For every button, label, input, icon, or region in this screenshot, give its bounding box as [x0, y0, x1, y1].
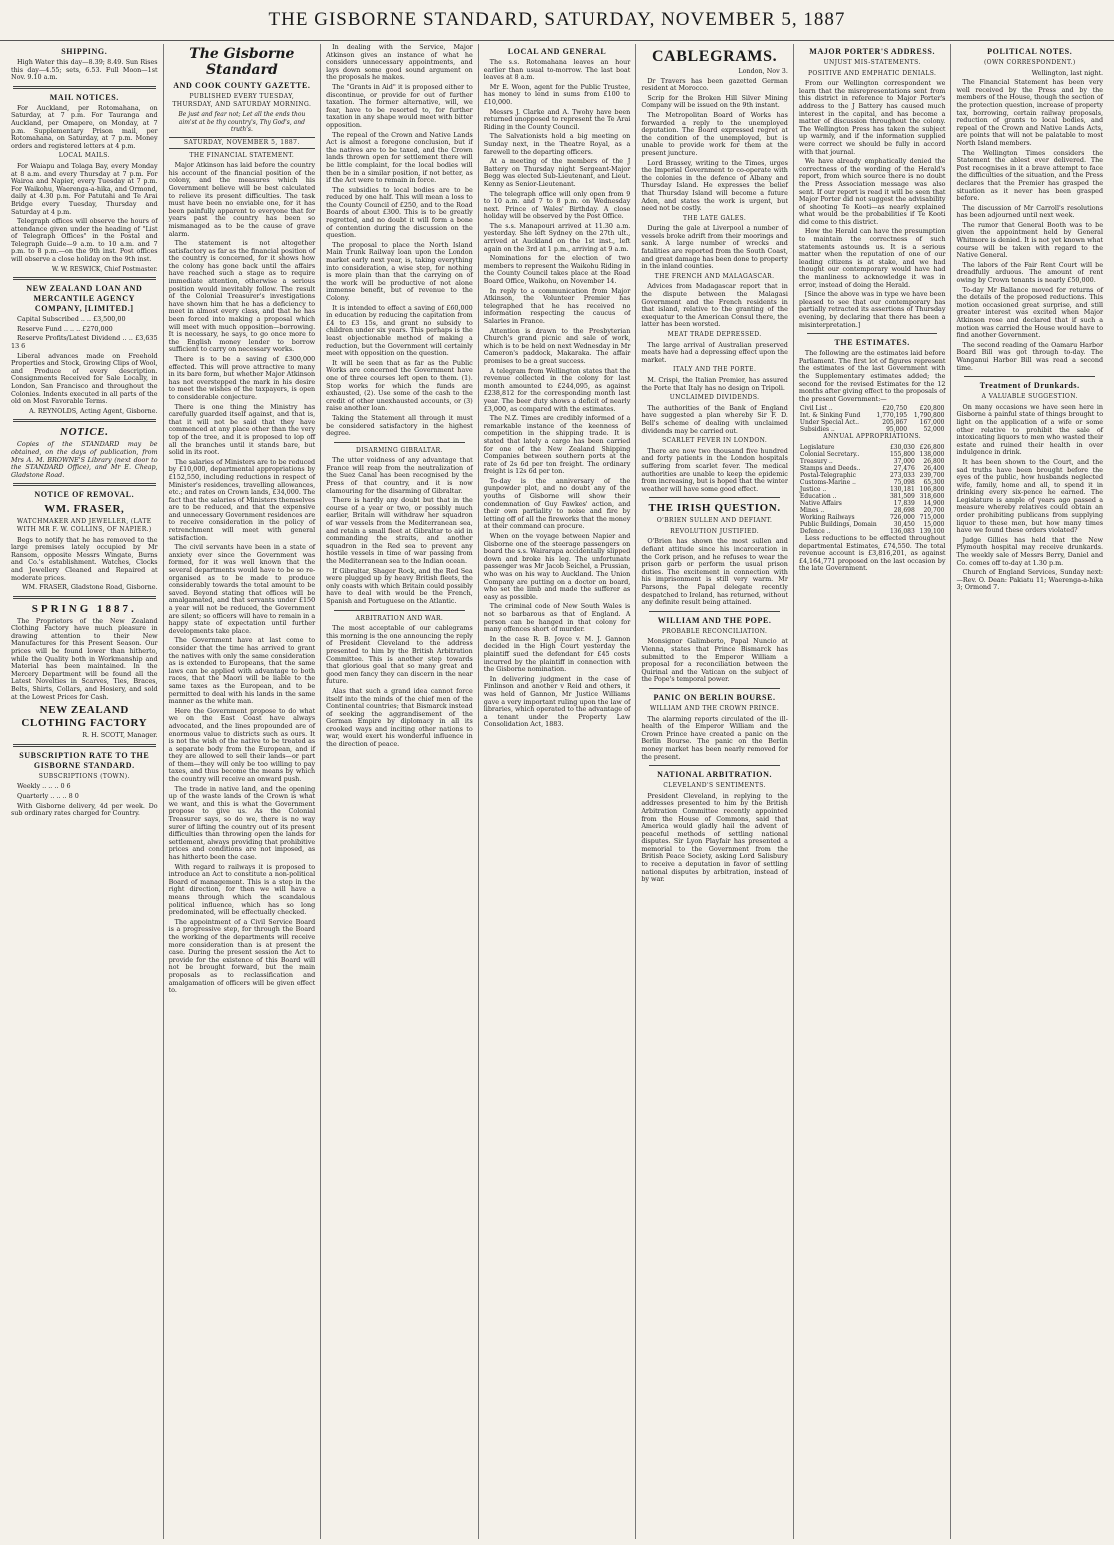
section-subheading: PROBABLE RECONCILIATION.: [661, 627, 768, 635]
column-2: [164, 44, 322, 1539]
article-paragraph: There is to be a saving of £300,000 effected. This will prove attractive to many in its bare form, but whether Major Atkinson has not overstepped the mark in his desire to meet the wishes of the taxpayers, is open to considerable conjecture.: [168, 355, 316, 401]
news-item: The s.s. Manapouri arrived at 11.30 a.m. yesterday. She left Sydney on the 27th ult., arrived at Auckland on the 1st inst., left again on the 3rd at 1 p.m., arriving at 9 a.m.: [483, 221, 631, 253]
article-paragraph: The repeal of the Crown and Native Lands Act is almost a foregone conclusion, but if the natives are to be taxed, and the Crown lands thrown open for settlement there will be little complaint, for the local bodies will then be in a similar position, if not better, as if the Act were to remain in force.: [326, 130, 473, 185]
news-item: In reply to a communication from Major Atkinson, the Volunteer Premier has telegraphed that he has received no information respecting the caucus of Salaries in France.: [483, 286, 631, 325]
divider: [13, 277, 156, 280]
table-cell: Treasury ..: [799, 457, 833, 465]
article-paragraph: The Financial Statement has been very well received by the Press and by the members of the House, though the section of the protection question, increase of property tax, borrowing, certain railway proposals, reduction of grants to local bodies, and repeal of the Crown and Native Lands Acts, are points that will not be palatable to most North Island members.: [956, 78, 1104, 147]
table-cell: Postal-Telegraphic: [799, 471, 856, 479]
section-heading: MEAT TRADE DEPRESSED.: [667, 331, 762, 338]
local-mails-text: For Waiapu and Tolaga Bay, every Monday at 8 a.m. and every Thursday at 7 p.m. For Wairoa and Napier, every Tuesday at 7 p.m. For Waikohu, Waerenga-a-hika, and Ormond, daily at 4.30 p.m. For Patutahi and Te Arai Bridge every Tuesday, Thursday and Saturday at 4 p.m.: [11, 161, 158, 216]
table-cell: Legislature: [799, 443, 835, 451]
cablegram-item: Scrip for the Broken Hill Silver Mining Company will be issued on the 9th instant.: [641, 93, 788, 110]
news-item: Attention is drawn to the Presbyterian Church's grand picnic and sale of work, which is to be held on next Wednesday in Mr Cameron's paddock, Makaraka. The affair promises to be a great success.: [483, 326, 631, 365]
newspaper-columns: [6, 44, 1108, 1539]
table-cell: 28,698: [893, 506, 915, 514]
table-cell: Native Affairs: [799, 499, 842, 507]
table-cell: 30,450: [893, 520, 915, 528]
table-cell: 139,100: [919, 527, 945, 535]
news-item: The telegraph office will only open from 9 to 10 a.m. and 7 to 8 p.m. on Wednesday next. Prince of Wales' Birthday. A close holiday will be observed by the Post Office.: [483, 189, 631, 221]
masthead: THE GISBORNE STANDARD, SATURDAY, NOVEMBER 5, 1887: [0, 0, 1114, 41]
cablegram-item: The alarming reports circulated of the ill-health of the Emperor William and the Crown Prince have created a panic on the Berlin Bourse. The panic on the Berlin money market has been nearly removed for the present.: [641, 714, 788, 761]
divider: [334, 442, 465, 443]
article-paragraph: The Wellington Times considers the Statement the ablest ever delivered. The Post recognises in it a brave attempt to face the difficulties of the situation, and the Press declares that the Premier has grasped the situation as it never has been grasped before.: [956, 148, 1104, 203]
telegraph-text: Telegraph offices will observe the hours of attendance given under the heading of "List of Telegraph Offices" in the Postal and Telegraph Guide—9 a.m. to 10 a.m. and 7 p.m. to 8 p.m.—on the 9th inst. Post offices will observe a close holiday on the 9th inst.: [11, 217, 158, 264]
mail-notices-text: For Auckland, per Rotomahana, on Saturday, at 7 p.m. For Tauranga and Auckland, per Omapere, on Monday, at 7 p.m. Supplementary Prison mail, per Rotomahana, on Saturday, at 7 p.m. Money orders and registered letters at 4 p.m.: [11, 103, 158, 150]
subscription-town: SUBSCRIPTIONS (TOWN).: [38, 772, 130, 780]
section-subheading: REVOLUTION JUSTIFIED.: [670, 527, 760, 535]
paper-title: The Gisborne Standard: [189, 46, 295, 78]
news-item: Mr E. Woon, agent for the Public Trustee, has money to lend in sums from £100 to £10,000.: [483, 82, 631, 106]
cablegram-item: Dr Travers has been gazetted German resident at Morocco.: [641, 76, 788, 93]
table-row: [799, 507, 946, 514]
news-item: Nominations for the election of two members to represent the Waikohu Riding in the County Council takes place at the Road Board Office, Waikohu, on November 14.: [483, 254, 631, 286]
article-paragraph: Major Atkinson has laid before the country his account of the financial position of the colony, and the measures which his Government believe will be best calculated to relieve its present difficulties. The task must have been no enviable one, for it has been painfully apparent to everyone that for years past the country has been so mismanaged as to be the cause of grave alarm.: [168, 161, 316, 238]
news-item: A telegram from Wellington states that the revenue collected in the colony for last month amounted to £244,095, as against £238,812 for the corresponding month last year. The beer duty shows a deficit of nearly £3,000, as compared with the estimates.: [483, 366, 631, 413]
news-item: The Salvationists hold a big meeting on Sunday next, in the Theatre Royal, as a farewell to the departing officers.: [483, 132, 631, 156]
table-row: [799, 472, 946, 479]
estimates-heading: THE ESTIMATES.: [834, 338, 910, 348]
william-pope-heading: WILLIAM AND THE POPE.: [657, 615, 772, 625]
table-row: [799, 444, 946, 451]
divider: [13, 483, 156, 486]
article-paragraph: [Since the above was in type we have been pleased to see that our contemporary has partially retracted its assertions of Thursday evening, by declaring that there has been a misinterpretation.]: [798, 290, 946, 329]
news-item: When on the voyage between Napier and Gisborne one of the steerage passengers on board the s.s. Wairarapa accidentally slipped down and broke his leg. The unfortunate passenger was Mr Jacob Seichel, a Prussian, who was on his way to Auckland. The Union Company are putting on a doctor on board, who set the limb and made the sufferer as easy as possible.: [483, 532, 631, 601]
table-cell: 155,800: [889, 450, 915, 458]
article-paragraph: The most acceptable of our cablegrams this morning is the one announcing the reply of President Cleveland to the address presented to him by the British Arbitration Committee. This is another step towards that glorious goal that so many great and good men fancy they can discern in the near future.: [326, 624, 473, 686]
column-3: [321, 44, 479, 1539]
political-notes-heading: POLITICAL NOTES.: [987, 47, 1073, 56]
table-row: [799, 451, 946, 458]
divider: [649, 611, 780, 612]
article-paragraph: The statement is not altogether satisfactory as far as the financial position of the country is concerned, for it shows how the colony has gone back until the affairs have reached such a stage as to require immediate attention, otherwise a serious position would inevitably follow. The result of the Colonial Treasurer's investigations have shown him that he has a deficiency to meet in almost every class, and that he has been forced into making a proposal which will meet with much opposition—borrowing. It is necessary, he says, to go once more to the English money lender to borrow sufficient to carry on necessary works.: [168, 239, 316, 354]
article-paragraph: To-day Mr Ballance moved for returns of the details of the proposed reductions. This motion occasioned great surprise, and still greater interest was excited when Major Atkinson rose and declared that if such a motion was carried the House would have to find another Government.: [956, 285, 1104, 340]
table-cell: £26,800: [919, 443, 945, 451]
shipping-text: High Water this day—8.39; 8.49. Sun Rises this day—4.55; sets, 6.53. Full Moon—1st Nov. 9.10 a.m.: [11, 58, 158, 82]
table-cell: 318,600: [919, 492, 945, 500]
divider: [13, 86, 156, 89]
article-paragraph: It will be seen that as far as the Public Works are concerned the Government have one of three courses left open to them. (1). Stop works for which the funds are exhausted, (2). Use some of the cash to the credit of other unexhausted accounts, or (3) raise another loan.: [326, 358, 473, 413]
table-row: [799, 521, 946, 528]
cablegram-item: The large arrival of Australian preserved meats have had a depressing effect upon the market.: [641, 340, 788, 364]
table-cell: 95,000: [886, 426, 908, 434]
article-paragraph: How the Herald can have the presumption to maintain the correctness of such statements astounds us. It is a serious matter when the reputation of one of our leading citizens is at stake, and we had thought our contemporary would have had the manliness to acknowledge it was in error, instead of doing the Herald.: [798, 227, 946, 289]
table-cell: Int. & Sinking Fund: [799, 412, 861, 420]
shipping-heading: SHIPPING.: [61, 47, 108, 56]
fraser-subheading: WATCHMAKER AND JEWELLER, (LATE WITH MR F. W. COLLINS, OF NAPIER.): [16, 518, 152, 533]
fraser-heading: WM. FRASER,: [44, 503, 125, 516]
table-cell: 75,098: [893, 478, 915, 486]
cablegram-item: O'Brien has shown the most sullen and defiant attitude since his incarceration in the Cork prison, and he refuses to wear the prison garb or perform the usual prison duties. The excitement in connection with his imprisonment is still very warm. Mr Parsons, the Papal delegate recently despatched to Ireland, has returned, without any definite result being attained.: [641, 537, 788, 607]
table-cell: 26,800: [923, 457, 945, 465]
column-1: [6, 44, 164, 1539]
divider: [13, 419, 156, 422]
cablegram-item: M. Crispi, the Italian Premier, has assured the Porte that Italy has no design on Tripoli.: [641, 375, 788, 392]
loan-text: Liberal advances made on Freehold Properties and Stock, Growing Clips of Wool, and Produce of every description. Consignments Received for Sale Locally, in London, San Francisco and throughout the Colonies. Indents executed in all parts of the old on Most Favorable Terms.: [11, 351, 158, 406]
article-paragraph: Judge Gillies has held that the New Plymouth hospital may receive drunkards. The weekly sale of Messrs Berry, Daniel and Co. comes off to-day at 1.30 p.m.: [956, 535, 1104, 567]
table-row: [799, 405, 946, 412]
cablegrams-heading: CABLEGRAMS.: [651, 48, 778, 65]
article-paragraph: In dealing with the Service, Major Atkinson gives an instance of what he considers unnecessary appointments, and lays down some good sound argument on the proposals he makes.: [326, 44, 473, 82]
article-paragraph: There is hardly any doubt but that in the course of a year or two, or possibly much earlier, Britain will withdraw her squadron of war vessels from the Mediterranean sea, and retain a small fleet at Gibraltar to aid in commanding the straits, and another squadron in the Red sea to prevent any hostile vessels in time of war passing from the Mediterranean sea to the Indian ocean.: [326, 496, 473, 565]
loan-profits: Reserve Profits/Latest Dividend .. .. £3,635 13 6: [11, 334, 158, 351]
spring-text: The Proprietors of the New Zealand Clothing Factory have much pleasure in drawing attention to their New Manufactures for this Present Season. Our prices will be found lower than hitherto, while the Quality both in Workmanship and Material has been maintained. In the Mercery Department will be found all the Latest Novelties in Scarves, Ties, Braces, Belts, Shirts, Collars, and Hosiery, and sold at the Lowest Prices for Cash.: [11, 616, 158, 701]
news-item: At a meeting of the members of the J Battery on Thursday night Sergeant-Major Begg was elected Sub-Lieutenant, and Lieut. Kenny as Senior-Lieutenant.: [483, 157, 631, 188]
national-arbitration-heading: NATIONAL ARBITRATION.: [657, 770, 773, 780]
table-cell: 65,300: [923, 478, 945, 486]
table-cell: 26,400: [923, 464, 945, 472]
divider: [13, 744, 156, 747]
section-heading: SCARLET FEVER IN LONDON.: [661, 437, 768, 445]
table-cell: Justice ..: [799, 485, 827, 493]
table-cell: Customs-Marine ..: [799, 478, 856, 486]
table-cell: 37,000: [893, 457, 915, 465]
estimates-footnote: Less reductions to be effected throughout departmental Estimates, £74,550. The total revenue account is £3,816,201, as against £4,164,771 proposed on the last occasion by the late Government.: [798, 533, 946, 573]
divider: [13, 596, 156, 599]
table-row: [799, 412, 946, 419]
table-cell: Education ..: [799, 492, 837, 500]
news-item: The criminal code of New South Wales is not so barbarous as that of England. A person can be hanged in that colony for many offences short of murder.: [483, 602, 631, 634]
cablegram-item: During the gale at Liverpool a number of vessels broke adrift from their moorings and sank. A large number of wrecks and fatalities are reported from the South Coast, and great damage has been done to property in the inland counties.: [641, 224, 788, 271]
column-5: [636, 44, 794, 1539]
table-cell: 381,509: [889, 492, 915, 500]
article-paragraph: Here the Government propose to do what we on the East Coast have always advocated, and the lines propounded are of enormous value to districts such as ours. It is not the wish of the native to be treated as a separate body from the European, and if they are allowed to sell their lands—or part of them—they will only be too willing to pay taxes, and thus become the means by which the country will receive an onward push.: [168, 706, 316, 784]
table-row: [799, 493, 946, 500]
estimates-table: [799, 405, 946, 433]
news-item: Messrs J. Clarke and A. Twohy have been returned unopposed to represent the Te Arai Riding in the County Council.: [483, 107, 631, 131]
table-cell: Subsidies ..: [799, 426, 835, 434]
drunkards-heading: Treatment of Drunkards.: [979, 381, 1080, 391]
table-row: [799, 465, 946, 472]
loan-signature: A. REYNOLDS, Acting Agent, Gisborne.: [29, 406, 158, 415]
subscription-text: With Gisborne delivery, 4d per week. Do sub ordinary rates charged for Country.: [11, 801, 158, 818]
fraser-text: Begs to notify that he has removed to the large premises lately occupied by Mr Ransom, opposite Messrs Wingate, Burns and Co.'s establishment. Watches, Clocks and Jewellery Cleaned and Repaired at moderate prices.: [11, 535, 158, 582]
table-row: [799, 426, 946, 433]
cablegram-dateline: London, Nov 3.: [738, 67, 788, 75]
paper-subtitle: AND COOK COUNTY GAZETTE.: [173, 81, 311, 90]
irish-question-heading: THE IRISH QUESTION.: [648, 502, 781, 515]
loan-capital: Capital Subscribed .. .. £3,500,00: [17, 315, 126, 324]
annual-appropriations-heading: ANNUAL APPROPRIATIONS.: [823, 433, 922, 441]
article-paragraph: The appointment of a Civil Service Board is a progressive step, for through the Board the working of the departments will receive more consideration than is at present the case. During the present session the Act to provide for the existence of this Board will not be brought forward, but the main proposals as to reclassification and amalgamation of officers will be given effect to.: [168, 917, 316, 995]
table-row: [799, 486, 946, 493]
table-cell: 1,770,195: [876, 412, 908, 420]
table-cell: £20,750: [882, 405, 908, 413]
table-cell: Civil List ..: [799, 405, 833, 413]
article-paragraph: It has been shown to the Court, and the sad truths have been brought before the eyes of the public, how husbands neglected wife, family, home and all, to spend it in drinking every six-pence he earned. The Legislature is ample of years ago passed a measure whereby relatives could obtain an order prohibiting publicans from supplying liquor to these men, but how many times have we found these orders violated?: [956, 457, 1104, 535]
article-paragraph: The rumor that General Booth was to be given the appointment held by General Whitmore is denied. It is not yet known what course will be taken with regard to the Native General.: [956, 220, 1104, 260]
table-cell: Colonial Secretary..: [799, 450, 860, 458]
cablegram-item: The authorities of the Bank of England have suggested a plan whereby Sir F. D. Bell's scheme of dealing with unclaimed dividends may be carried out.: [641, 403, 788, 435]
political-dateline: Wellington, last night.: [1031, 68, 1104, 77]
table-cell: Public Buildings, Domain: [799, 520, 877, 528]
article-paragraph: We have already emphatically denied the correctness of the wording of the Herald's report, from which source there is no doubt the Press Association message was also sent. If our report is read it will be seen that Major Porter did not suggest the advisability of shooting Te Kooti—as nearly explained what would be the probabilities if Te Kooti did come to this district.: [798, 157, 946, 226]
article-paragraph: The civil servants have been in a state of anxiety ever since the Government was formed, for it was well known that the several departments would have to be so re-organised as to be made to produce considerably towards the total amount to be saved. Beyond stating that offices will be amalgamated, and that servants under £150 a year will not be reduced, the Government are silent; so officers will have to remain in a happy state of expectation until further developments take place.: [168, 543, 316, 635]
mail-notices-heading: MAIL NOTICES.: [49, 92, 119, 102]
column-6: [794, 44, 952, 1539]
table-cell: £20,800: [919, 405, 945, 413]
subscription-heading: SUBSCRIPTION RATE TO THE GISBORNE STANDARD.: [19, 750, 150, 770]
article-paragraph: The salaries of Ministers are to be reduced by £10,000, departmental appropriations by £152,550, including reductions in respect of Minister's residences, travelling allowances, etc.; and rates on Crown lands, £34,000. The fact that the salaries of Ministers themselves are to be reduced, and that the expensive and unnecessary Government residences are to receive consideration in the policy of retrenchment will meet with general satisfaction.: [168, 457, 316, 542]
table-cell: 52,000: [923, 426, 945, 434]
section-heading: THE FRENCH AND MALAGASCAR.: [654, 272, 775, 280]
article-paragraph: The labors of the Fair Rent Court will be dreadfully arduous. The amount of rent owing by Crown tenants is nearly £50,000.: [956, 260, 1104, 285]
table-row: [799, 479, 946, 486]
cablegram-item: President Cleveland, in replying to the addresses presented to him by the British Arbitration Committee recently appointed from the House of Commons, said that America would gladly hail the advent of peaceful methods of settling national disputes. Sir Lyon Playfair has presented a memorial to the Government from the British Peace Society, asking Lord Salisbury to receive a deputation in favor of settling national disputes by arbitration, instead of by war.: [641, 791, 788, 884]
notice-text: Copies of the STANDARD may be obtained, on the days of publication, from Mrs A. M. BROWNE'S Library (next door to the STANDARD Office), and Mr E. Cheap, Gladstone Road.: [11, 440, 158, 479]
section-heading: ITALY AND THE PORTE.: [672, 366, 757, 374]
news-item: The N.Z. Times are credibly informed of a remarkable instance of the keenness of competition in the shipping trade. It is stated that lately a cargo has been carried for one of the New Zealand Shipping Companies between southern ports at the rate of 2s 6d per ton freight. The ordinary freight is 12s 6d per ton.: [483, 414, 631, 476]
section-subheading: O'BRIEN SULLEN AND DEFIANT.: [656, 517, 773, 525]
loan-reserve: Reserve Fund .. .. .. £270,000: [17, 324, 113, 333]
article-paragraph: Alas that such a grand idea cannot force itself into the minds of the chief men of the Continental countries; that Bismarck instead of seeking the aggrandisement of the German Empire by diplomacy in all its crooked ways and inciting other nations to war, would exert his wonderful influence in the direction of peace.: [326, 686, 473, 749]
table-cell: 273,033: [889, 471, 915, 479]
article-paragraph: The proposal to place the North Island Main Trunk Railway loan upon the London market early next year, is, taking everything into consideration, a wise step, for nothing is more plain than that the carrying on of the work will be productive of not alone immense benefit, but of revenue to the Colony.: [326, 240, 473, 302]
table-cell: 106,800: [919, 485, 945, 493]
article-paragraph: The trade in native land, and the opening up of the waste lands of the Crown is what we want, and this is what the Government propose to give us. As the Colonial Treasurer says, so do we, there is no way surer of lifting the country out of its present difficulties than throwing open the lands for settlement, always providing that prohibitive prices and conditions are not imposed, as has hitherto been the case.: [168, 784, 316, 861]
clothing-factory-heading: NEW ZEALAND CLOTHING FACTORY: [21, 704, 148, 730]
article-paragraph: It is intended to effect a saving of £60,000 in education by reducing the capitation from £4 to £3 15s, and grant no subsidy to children under six years. This perhaps is the least objectionable method of making a reduction, but the Government will certainly meet with opposition on the question.: [326, 303, 473, 358]
table-cell: £30,030: [889, 443, 915, 451]
article-paragraph: The utter voidness of any advantage that France will reap from the neutralization of the Suez Canal has been recognised by the Press of that country, and it is now clamouring for the disarming of Gibraltar.: [326, 456, 473, 495]
table-row: [799, 419, 946, 426]
section-subheading: (OWN CORRESPONDENT.): [983, 59, 1076, 66]
factory-signature: R. H. SCOTT, Manager.: [82, 731, 158, 740]
section-heading: UNCLAIMED DIVIDENDS.: [669, 394, 760, 402]
divider: [807, 333, 938, 334]
news-item: To-day is the anniversary of the gunpowder plot, and no doubt any of the youths of Gisborne will show their condemnation of Guy Fawkes' action, and their own partiality to noise and fire by letting off of all the fireworks that the money at their command can procure.: [483, 476, 631, 531]
table-cell: Defence ..: [799, 527, 831, 535]
spring-heading: SPRING 1887.: [31, 602, 137, 615]
table-cell: 167,000: [919, 419, 945, 427]
divider: [334, 610, 465, 611]
section-subheading: A VALUABLE SUGGESTION.: [981, 393, 1078, 401]
paper-publication-note: PUBLISHED EVERY TUESDAY, THURSDAY, AND SATURDAY MORNING.: [172, 93, 312, 108]
cablegram-item: Lord Brassey, writing to the Times, urges the Imperial Government to co-operate with the colonies in the defence of Albany and Thursday Island. He expresses the belief that Thursday Island will become a future Aden, and states the work is urgent, but need not be costly.: [641, 158, 788, 213]
arbitration-heading: ARBITRATION AND WAR.: [355, 614, 444, 622]
postmaster-signature: W. W. RESWICK, Chief Postmaster.: [51, 265, 158, 273]
table-cell: 27,476: [893, 464, 915, 472]
article-paragraph: From our Wellington correspondent we learn that the misrepresentations sent from this district in reference to Major Porter's address to the J Battery has caused much interest in the capital, and has become a matter of discussion throughout the colony. The Wellington Press has taken the subject up warmly, and if the information supplied were correct we should be fully in accord with that journal.: [798, 79, 946, 156]
article-paragraph: Taking the Statement all through it must be considered satisfactory in the highest degree.: [326, 413, 473, 438]
article-paragraph: There is one thing the Ministry has carefully guarded itself against, and that is, that it will not be said that they have commenced at any place other than the very top of the tree, and it is proposed to lop off all the branches until it stands bare, but solid in its root.: [168, 402, 316, 457]
table-cell: 17,839: [893, 499, 915, 507]
table-cell: 15,000: [923, 520, 945, 528]
local-general-heading: LOCAL AND GENERAL: [507, 47, 607, 56]
article-paragraph: With regard to railways it is proposed to introduce an Act to constitute a non-political Board of management. This is a step in the right direction, for then we will have a means through which the scandalous political influence, which has so long predominated, will be effectually checked.: [168, 862, 316, 917]
cablegram-item: There are now two thousand five hundred and forty patients in the London hospitals suffering from scarlet fever. The medical authorities are unable to keep the epidemic from increasing, but is hoped that the winter weather will have some good effect.: [641, 446, 788, 493]
subscription-quarterly: Quarterly .. .. .. 8 0: [17, 792, 79, 800]
table-cell: 715,000: [919, 513, 945, 521]
section-subheading: WILLIAM AND THE CROWN PRINCE.: [650, 704, 780, 712]
cablegram-item: Monsignor Galimberto, Papal Nuncio at Vienna, states that Prince Bismarck has submitted to the Emperor William a proposal for a reconciliation between the Quirinal and the Vatican on the subject of the Pope's temporal power.: [641, 637, 788, 684]
subscription-weekly: Weekly .. .. .. 0 6: [17, 782, 71, 791]
cablegram-item: Advices from Madagascar report that in the dispute between the Malagasi Government and the French residents in that island, relative to the granting of the exequatur to the American Consul there, the latter has been worsted.: [641, 282, 788, 329]
article-paragraph: The Government have at last come to consider that the time has arrived to grant the natives with only the same consideration as is extended to Europeans, that the same laws can be applied with advantage to both races, that the Maori will be liable to the same taxes as the European, and to be permitted to deal with his lands in the same manner as the white man.: [168, 636, 316, 706]
notice-heading: NOTICE.: [60, 426, 109, 439]
table-cell: Stamps and Deeds..: [799, 464, 861, 472]
article-paragraph: The "Grants in Aid" it is proposed either to discontinue, or provide for out of further taxation. The former alternative, will, we fear, have to be resorted to, for further taxation in any shape would meet with bitter opposition.: [326, 82, 473, 129]
estimates-intro: The following are the estimates laid before Parliament. The first lot of figures represent the estimates of the last Government with the Supplementary estimates added; the second for the revised Estimates for the 12 months after giving effect to the proposals of the present Government:—: [798, 349, 946, 403]
article-paragraph: On many occasions we have seen here in Gisborne a painful state of things brought to light on the application of a wife or some other relative to prohibit the sale of intoxicating liquors to men who wasted their estate and ruined their health in over indulgence in drink.: [956, 402, 1104, 457]
table-cell: Under Special Act..: [799, 419, 860, 427]
major-porter-heading: MAJOR PORTER'S ADDRESS.: [809, 47, 936, 56]
table-cell: 239,700: [919, 471, 945, 479]
loan-company-heading: NEW ZEALAND LOAN AND MERCANTILE AGENCY COMPANY, [LIMITED.]: [26, 284, 143, 314]
berlin-panic-heading: PANIC ON BERLIN BOURSE.: [653, 692, 776, 702]
table-cell: 205,867: [882, 419, 908, 427]
divider: [649, 688, 780, 689]
table-cell: Mines ..: [799, 506, 825, 514]
section-subheading: CLEVELAND'S SENTIMENTS.: [663, 782, 766, 790]
article-paragraph: The subsidies to local bodies are to be reduced by one half. This will mean a loss to the County Council of £250, and to the Road Boards of about £300. This is to be greatly regretted, and no doubt it will form a bone of contention during the discussion on the question.: [326, 185, 473, 240]
news-item: In the case R. B. Joyce v. M. J. Gannon decided in the High Court yesterday the plaintiff sued the defendant for £45 costs incurred by the plaintiff in connection with the Gisborne nomination.: [483, 634, 631, 674]
column-7: [951, 44, 1108, 1539]
column-4: [479, 44, 637, 1539]
cablegram-item: The Metropolitan Board of Works has forwarded a reply to the unemployed deputation. The Board expressed regret at the condition of the unemployed, but is unable to provide work for them at the present juncture.: [641, 110, 788, 157]
table-cell: 20,700: [923, 506, 945, 514]
table-cell: 14,900: [923, 499, 945, 507]
table-cell: 138,000: [919, 450, 945, 458]
news-item: The s.s. Rotomahana leaves an hour earlier than usual to-morrow. The last boat leaves at 8 a.m.: [483, 58, 631, 82]
table-row: [799, 458, 946, 465]
appropriations-table: [799, 444, 946, 535]
table-cell: 130,181: [889, 485, 915, 493]
gibraltar-heading: DISARMING GIBRALTAR.: [355, 446, 443, 454]
article-paragraph: The discussion of Mr Carroll's resolutions has been adjourned until next week.: [956, 203, 1104, 220]
article-paragraph: Church of England Services, Sunday next:—Rev. O. Dean: Pakiatu 11; Waerenga-a-hika 3; Ormond 7.: [956, 568, 1104, 592]
table-cell: Working Railways: [799, 513, 855, 521]
section-subheading: UNJUST MIS-STATEMENTS.: [823, 59, 921, 66]
article-paragraph: If Gibraltar, Shager Rock, and the Red Sea were plugged up by heavy British fleets, the only coasts with which Britain could possibly have to deal with would be the French, Spanish and Portuguese on the Atlantic.: [326, 566, 473, 605]
table-cell: 136,083: [889, 527, 915, 535]
article-paragraph: The second reading of the Oamaru Harbor Board Bill was got through to-day. The Wanganui Harbor Bill was read a second time.: [956, 340, 1104, 372]
section-subheading: POSITIVE AND EMPHATIC DENIALS.: [808, 69, 937, 77]
fraser-signature: WM. FRASER, Gladstone Road, Gisborne.: [21, 583, 158, 592]
paper-dateline: SATURDAY, NOVEMBER 5, 1887.: [169, 137, 316, 149]
local-mails-heading: LOCAL MAILS.: [58, 152, 110, 160]
table-row: [799, 500, 946, 507]
table-cell: 726,000: [889, 513, 915, 521]
removal-heading: NOTICE OF REMOVAL.: [34, 490, 135, 500]
paper-motto: Be just and fear not; Let all the ends thou aim'st at be thy country's, Thy God's, and truth's.: [178, 111, 306, 134]
divider: [964, 376, 1095, 377]
table-cell: 1,790,800: [913, 412, 945, 420]
divider: [649, 765, 780, 766]
section-heading: THE LATE GALES.: [683, 214, 747, 222]
table-row: [799, 514, 946, 521]
news-item: In delivering judgment in the case of Finlinson and another v Reid and others, it was held of Gannon, Mr Justice Williams gave a very important ruling upon the law of libraries, which operated to the advantage of a tenant under the Property Law Consolidation Act, 1883.: [483, 674, 631, 729]
financial-statement-heading: THE FINANCIAL STATEMENT.: [189, 151, 295, 159]
divider: [649, 497, 780, 498]
